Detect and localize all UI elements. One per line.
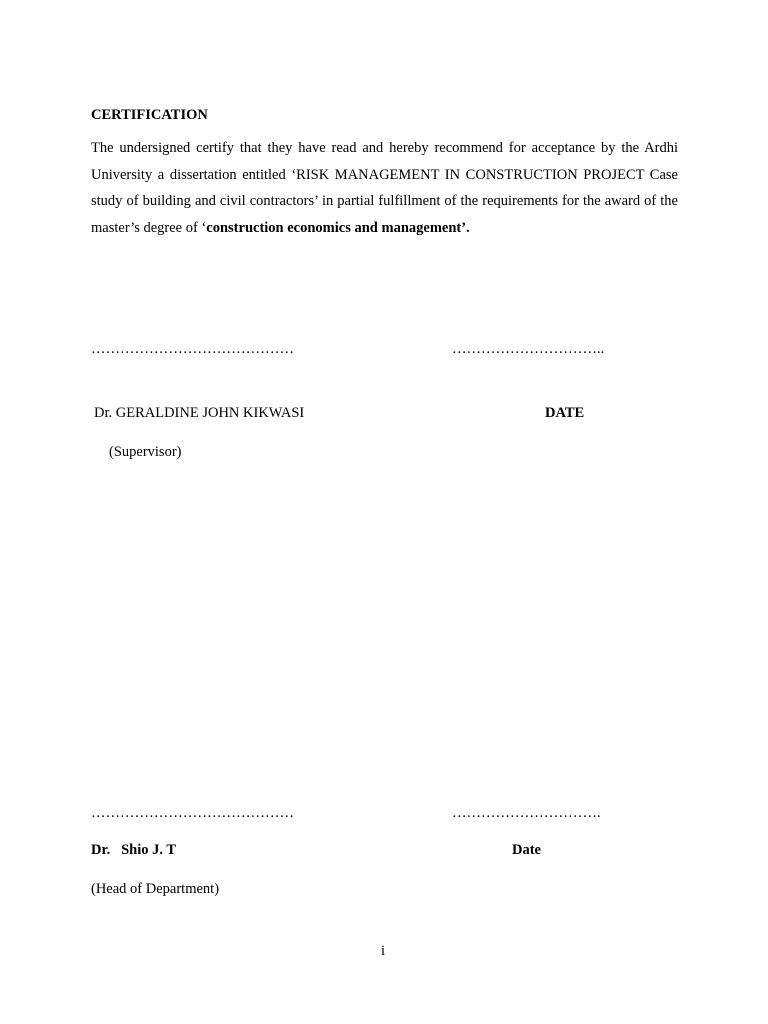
degree-name: construction economics and management’.	[206, 219, 470, 236]
supervisor-role: (Supervisor)	[109, 444, 182, 460]
hod-role: (Head of Department)	[91, 881, 220, 897]
hod-signature-line: ……………………………………	[91, 805, 294, 821]
certification-paragraph	[91, 135, 678, 241]
page-number: i	[381, 943, 386, 959]
hod-date-line: ………………………….	[452, 805, 601, 821]
certification-heading: CERTIFICATION	[91, 107, 208, 123]
supervisor-date-line: …………………………..	[452, 341, 605, 357]
hod-date-label: Date	[512, 842, 541, 858]
supervisor-signature-line: ……………………………………	[91, 341, 294, 357]
supervisor-date-label: DATE	[545, 405, 585, 421]
certification-paragraph-text: The undersigned certify that they have read and hereby recommend for acceptance by the Ardhi University a dissertation entitled ‘RISK MANAGEMENT IN CONSTRUCTION PROJECT Case study of building and civil contractors’ in partial fulfillment of the requirements for the award of the master’s degree of ‘	[91, 140, 678, 236]
supervisor-name: Dr. GERALDINE JOHN KIKWASI	[94, 405, 305, 421]
hod-name: Dr. Shio J. T	[91, 842, 177, 858]
